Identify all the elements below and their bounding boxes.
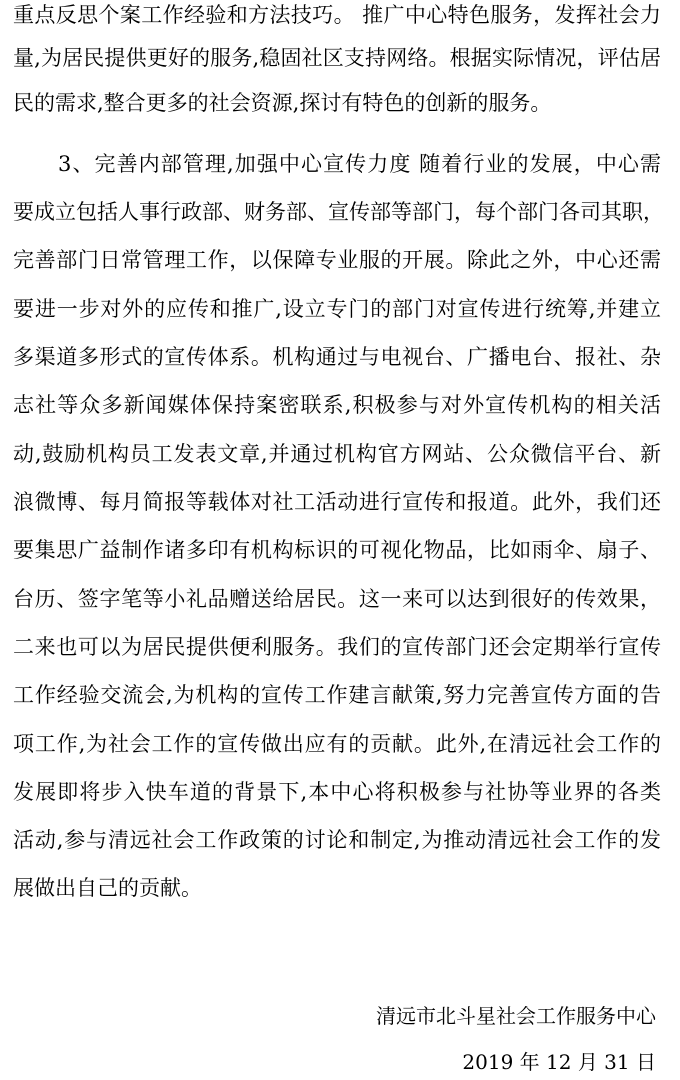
text-line: 二来也可以为居民提供便利服务。我们的宣传部门还会定期举行宣传	[13, 635, 661, 659]
text-line: 志社等众多新闻媒体保持案密联系,积极参与对外宣传机构的相关活	[13, 393, 661, 417]
signature-date: 2019 年 12 月 31 日	[462, 1050, 656, 1074]
text-line: 要成立包括人事行政部、财务部、宣传部等部门，每个部门各司其职，	[13, 200, 664, 224]
text-line: 重点反思个案工作经验和方法技巧。 推广中心特色服务，发挥社会力	[13, 3, 661, 27]
text-line: 项工作,为社会工作的宣传做出应有的贡献。此外,在清远社会工作的	[13, 732, 661, 756]
text-line: 浪微博、每月简报等载体对社工活动进行宣传和报道。此外，我们还	[13, 490, 661, 514]
text-line: 民的需求,整合更多的社会资源,探讨有特色的创新的服务。	[13, 91, 552, 115]
text-line: 要集思广益制作诸多印有机构标识的可视化物品，比如雨伞、扇子、	[13, 538, 661, 562]
signature-organization: 清远市北斗星社会工作服务中心	[376, 1004, 656, 1028]
text-line: 台历、签字笔等小礼品赠送给居民。这一来可以达到很好的传效果，	[13, 587, 661, 611]
text-line: 量,为居民提供更好的服务,稳固社区支持网络。根据实际情况，评估居	[13, 46, 661, 70]
text-line: 工作经验交流会,为机构的宣传工作建言献策,努力完善宣传方面的告	[13, 683, 661, 707]
text-line: 要进一步对外的应传和推广,设立专门的部门对宣传进行统筹,并建立	[13, 297, 661, 321]
text-line: 动,鼓励机构员工发表文章,并通过机构官方网站、公众微信平台、新	[13, 442, 661, 466]
text-line: 多渠道多形式的宣传体系。机构通过与电视台、广播电台、报社、杂	[13, 345, 661, 369]
text-line: 发展即将步入快车道的背景下,本中心将积极参与社协等业界的各类	[13, 780, 661, 804]
text-line: 完善部门日常管理工作，以保障专业服的开展。除此之外，中心还需	[13, 248, 661, 272]
text-line: 活动,参与清远社会工作政策的讨论和制定,为推动清远社会工作的发	[13, 828, 661, 852]
text-line: 3、完善内部管理,加强中心宣传力度 随着行业的发展，中心需	[58, 152, 661, 176]
text-line: 展做出自己的贡献。	[13, 876, 202, 900]
